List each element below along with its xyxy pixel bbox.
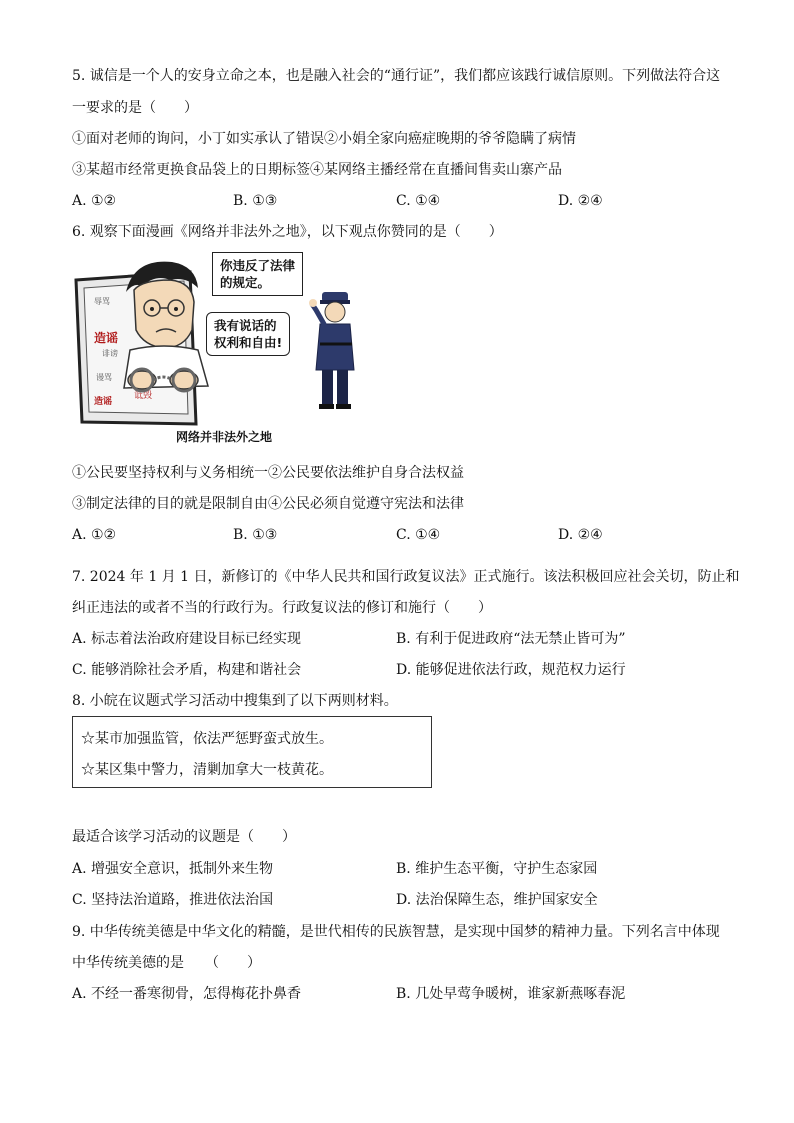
cartoon-caption: 网络并非法外之地 — [176, 430, 273, 444]
q7-option-d[interactable]: D. 能够促进依法行政，规范权力运行 — [396, 662, 626, 678]
q8-stem: 8. 小皖在议题式学习活动中搜集到了以下两则材料。 — [72, 693, 398, 709]
q8-option-b[interactable]: B. 维护生态平衡，守护生态家园 — [396, 861, 598, 877]
screen-word: 谩骂 — [96, 373, 112, 382]
q5-option-c[interactable]: C. ①④ — [396, 193, 441, 209]
q5-stem-line2: 一要求的是（ ） — [72, 100, 198, 116]
q7-option-b[interactable]: B. 有利于促进政府“法无禁止皆可为” — [396, 631, 626, 647]
screen-word: 诽谤 — [102, 349, 118, 358]
q5-option-b[interactable]: B. ①③ — [233, 193, 278, 209]
q8-option-c[interactable]: C. 坚持法治道路，推进依法治国 — [72, 892, 274, 908]
q7-option-c[interactable]: C. 能够消除社会矛盾，构建和谐社会 — [72, 662, 302, 678]
q6-items-line1: ①公民要坚持权利与义务相统一②公民要依法维护自身合法权益 — [72, 465, 464, 481]
screen-word: 辱骂 — [94, 297, 110, 306]
cartoon-illustration — [72, 252, 372, 448]
q6-option-a[interactable]: A. ①② — [72, 527, 117, 543]
material-item: ☆某市加强监管，依法严惩野蛮式放生。 — [81, 731, 333, 747]
q9-stem-line2: 中华传统美德的是 （ ） — [72, 955, 261, 971]
q8-option-a[interactable]: A. 增强安全意识，抵制外来生物 — [72, 861, 274, 877]
man-speech-bubble: 我有说话的 权利和自由! — [206, 312, 290, 356]
materials-box — [72, 716, 432, 788]
q6-items-line2: ③制定法律的目的就是限制自由④公民必须自觉遵守宪法和法律 — [72, 496, 464, 512]
q8-option-d[interactable]: D. 法治保障生态，维护国家安全 — [396, 892, 598, 908]
q6-option-d[interactable]: D. ②④ — [558, 527, 603, 543]
q6-option-b[interactable]: B. ①③ — [233, 527, 278, 543]
q7-stem-line1: 7. 2024 年 1 月 1 日，新修订的《中华人民共和国行政复议法》正式施行。该法积极回应社会关切，防止和 — [72, 569, 740, 585]
q9-stem-line1: 9. 中华传统美德是中华文化的精髓，是世代相传的民族智慧，是实现中国梦的精神力量。下列名言中体现 — [72, 924, 720, 940]
q9-option-b[interactable]: B. 几处早莺争暖树，谁家新燕啄春泥 — [396, 986, 626, 1002]
q5-items-line1: ①面对老师的询问，小丁如实承认了错误②小娟全家向癌症晚期的爷爷隐瞒了病情 — [72, 131, 576, 147]
q7-option-a[interactable]: A. 标志着法治政府建设目标已经实现 — [72, 631, 302, 647]
q6-stem: 6. 观察下面漫画《网络并非法外之地》，以下观点你赞同的是（ ） — [72, 224, 503, 240]
q8-question: 最适合该学习活动的议题是（ ） — [72, 829, 296, 845]
q5-items-line2: ③某超市经常更换食品袋上的日期标签④某网络主播经常在直播间售卖山寨产品 — [72, 162, 562, 178]
screen-word: 诋毁 — [134, 391, 153, 401]
police-speech-bubble: 你违反了法律 的规定。 — [212, 252, 303, 296]
screen-word: 造谣 — [94, 331, 119, 345]
q6-option-c[interactable]: C. ①④ — [396, 527, 441, 543]
q5-option-a[interactable]: A. ①② — [72, 193, 117, 209]
q5-option-d[interactable]: D. ②④ — [558, 193, 603, 209]
material-item: ☆某区集中警力，清剿加拿大一枝黄花。 — [81, 762, 333, 778]
q7-stem-line2: 纠正违法的或者不当的行政行为。行政复议法的修订和施行（ ） — [72, 600, 492, 616]
q9-option-a[interactable]: A. 不经一番寒彻骨，怎得梅花扑鼻香 — [72, 986, 302, 1002]
screen-word: 造谣 — [94, 397, 113, 407]
q5-stem-line1: 5. 诚信是一个人的安身立命之本，也是融入社会的“通行证”，我们都应该践行诚信原则。下列做法符合这 — [72, 68, 721, 84]
